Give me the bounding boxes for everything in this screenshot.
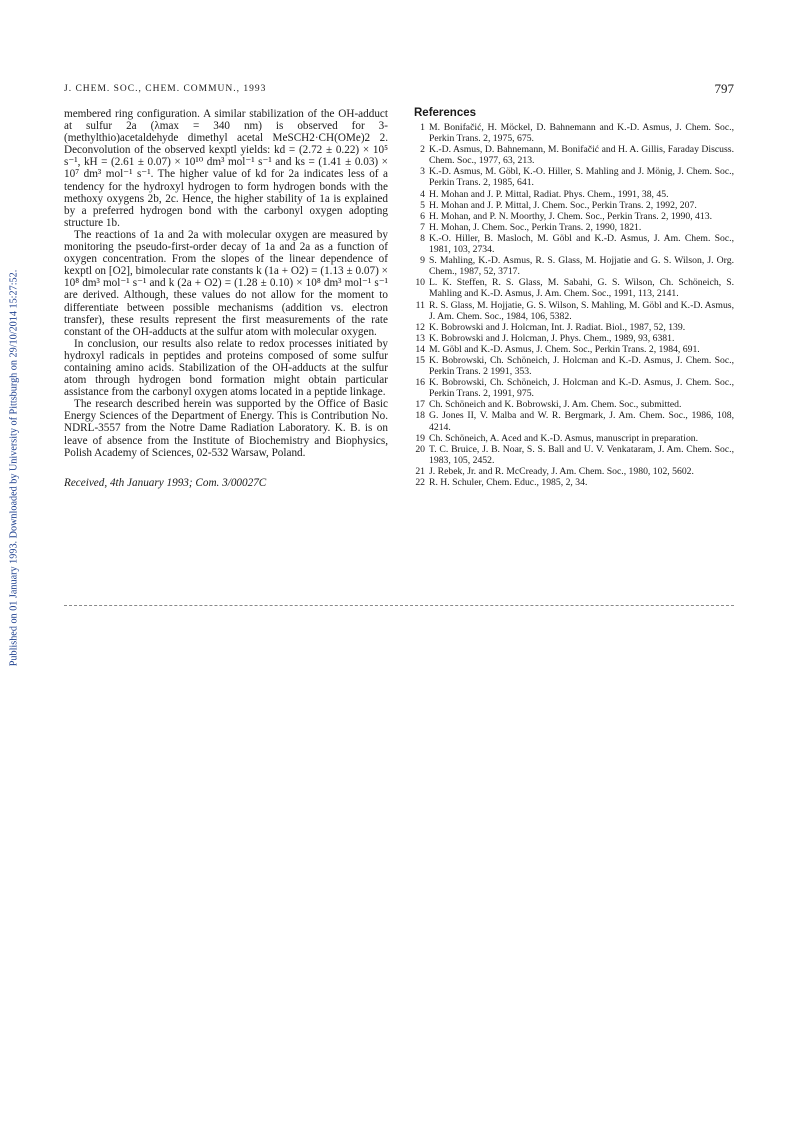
download-watermark-text: Published on 01 January 1993. Downloaded by University of Pittsburgh on 29/10/2014 15:27:52. xyxy=(8,269,20,667)
acknowledgement-paragraph: The research described herein was supported by the Office of Basic Energy Sciences of the Department of Energy. This is Contribution No. NDRL-3557 from the Notre Dame Radiation Laboratory. K. B. is on leave of absence from the Institute of Biochemistry and Biophysics, Polish Academy of Sciences, 02-532 Warsaw, Poland. xyxy=(64,398,388,459)
reference-number: 9 xyxy=(420,255,425,267)
references-heading: References xyxy=(414,107,477,119)
reference-number: 10 xyxy=(415,277,425,289)
reference-number: 15 xyxy=(415,354,425,366)
page-number: 797 xyxy=(714,81,734,96)
reference-text: K. Bobrowski, Ch. Schöneich, J. Holcman and K.-D. Asmus, J. Chem. Soc., Perkin Trans. 2, 1991, 975. xyxy=(429,377,734,400)
body-text-column xyxy=(64,108,388,489)
reference-text: K.-D. Asmus, D. Bahnemann, M. Bonifačić and H. A. Gillis, Faraday Discuss. Chem. Soc., 1977, 63, 213. xyxy=(429,144,734,167)
reference-item xyxy=(414,200,734,211)
reference-number: 11 xyxy=(415,299,425,311)
reference-item xyxy=(414,255,734,277)
reference-number: 1 xyxy=(420,122,425,133)
reference-number: 5 xyxy=(420,199,425,211)
reference-text: H. Mohan and J. P. Mittal, J. Chem. Soc., Perkin Trans. 2, 1992, 207. xyxy=(429,199,697,211)
reference-item xyxy=(414,355,734,377)
reference-text: G. Jones II, V. Malba and W. R. Bergmark, J. Am. Chem. Soc., 1986, 108, 4214. xyxy=(429,410,734,433)
reference-item xyxy=(414,189,734,200)
reference-item xyxy=(414,377,734,399)
reference-item xyxy=(414,333,734,344)
reference-text: T. C. Bruice, J. B. Noar, S. S. Ball and U. V. Venkataram, J. Am. Chem. Soc., 1983, 105, 2452. xyxy=(429,443,734,466)
reference-number: 13 xyxy=(415,332,425,344)
reference-text: K. Bobrowski and J. Holcman, J. Phys. Chem., 1989, 93, 6381. xyxy=(429,332,675,344)
reference-text: J. Rebek, Jr. and R. McCready, J. Am. Chem. Soc., 1980, 102, 5602. xyxy=(429,465,694,477)
paragraph: The reactions of 1a and 2a with molecular oxygen are measured by monitoring the pseudo-first-order decay of 1a and 2a as a function of oxygen concentration. From the slopes of the linear dependence of kexptl on [O2], bimolecular rate constants k (1a + O2) = (1.13 ± 0.07) × 10⁸ dm³ mol⁻¹ s⁻¹ and k (2a + O2) = (1.28 ± 0.10) × 10⁸ dm³ mol⁻¹ s⁻¹ are derived. Although, these values do not allow for the moment to differentiate between possible mechanisms (addition vs. electron transfer), these results represent the first measurements of the rate constant of the OH-adducts at the sulfur atom with molecular oxygen. xyxy=(64,228,388,338)
reference-text: K.-D. Asmus, M. Göbl, K.-O. Hiller, S. Mahling and J. Mönig, J. Chem. Soc., Perkin Trans. 2, 1985, 641. xyxy=(429,166,734,189)
references-column xyxy=(414,107,734,488)
reference-item xyxy=(414,300,734,322)
reference-text: H. Mohan and J. P. Mittal, Radiat. Phys. Chem., 1991, 38, 45. xyxy=(429,188,669,200)
reference-text: Ch. Schöneich, A. Aced and K.-D. Asmus, manuscript in preparation. xyxy=(429,432,699,444)
page-header xyxy=(64,81,734,97)
reference-number: 19 xyxy=(415,432,425,444)
reference-text: M. Bonifačić, H. Möckel, D. Bahnemann and K.-D. Asmus, J. Chem. Soc., Perkin Trans. 2, 1975, 675. xyxy=(429,122,734,145)
reference-number: 6 xyxy=(420,210,425,222)
paragraph: In conclusion, our results also relate to redox processes initiated by hydroxyl radicals in peptides and proteins composed of some sulfur containing amino acids. Stabilization of the OH-adducts at the sulfur atom through hydrogen bond formation might obtain particular assistance from the carbonyl oxygen atoms located in a peptide linkage. xyxy=(64,337,388,399)
reference-number: 7 xyxy=(420,221,425,233)
reference-number: 14 xyxy=(415,343,425,355)
reference-text: R. H. Schuler, Chem. Educ., 1985, 2, 34. xyxy=(429,477,588,488)
reference-number: 4 xyxy=(420,188,425,200)
download-watermark xyxy=(2,258,26,678)
reference-item xyxy=(414,322,734,333)
reference-text: H. Mohan, and P. N. Moorthy, J. Chem. Soc., Perkin Trans. 2, 1990, 413. xyxy=(429,210,713,222)
reference-item xyxy=(414,233,734,255)
paragraph: membered ring configuration. A similar stabilization of the OH-adduct at sulfur 2a (λmax = 340 nm) is observed for 3-(methylthio)acetaldehyde dimethyl acetal MeSCH2·CH(OMe)2 2. Deconvolution of the observed kexptl yields: kd = (2.72 ± 0.22) × 10⁵ s⁻¹, kH = (2.61 ± 0.07) × 10¹⁰ dm³ mol⁻¹ s⁻¹ and ks = (1.41 ± 0.03) × 10⁷ dm³ mol⁻¹ s⁻¹. The higher value of kd for 2a indicates less of a tendency for the hydroxyl hydrogen to form hydrogen bonds with the methoxy oxygens 2b, 2c. Hence, the higher stability of 1a is explained by a preferred hydrogen bond with the carbonyl oxygen adopting structure 1b. xyxy=(64,108,388,229)
reference-text: Ch. Schöneich and K. Bobrowski, J. Am. Chem. Soc., submitted. xyxy=(429,399,682,411)
reference-item xyxy=(414,222,734,233)
reference-text: H. Mohan, J. Chem. Soc., Perkin Trans. 2, 1990, 1821. xyxy=(429,221,642,233)
reference-list xyxy=(414,122,734,488)
reference-item xyxy=(414,277,734,299)
reference-number: 3 xyxy=(420,166,425,178)
end-of-article-rule xyxy=(64,605,734,606)
reference-item xyxy=(414,344,734,355)
reference-text: S. Mahling, K.-D. Asmus, R. S. Glass, M. Hojjatie and G. S. Wilson, J. Org. Chem., 1987, 52, 3717. xyxy=(429,255,734,278)
reference-number: 12 xyxy=(415,321,425,333)
reference-number: 17 xyxy=(415,399,425,411)
reference-text: K.-O. Hiller, B. Masloch, M. Göbl and K.-D. Asmus, J. Am. Chem. Soc., 1981, 103, 2734. xyxy=(429,232,734,256)
journal-running-head: J. CHEM. SOC., CHEM. COMMUN., 1993 xyxy=(64,84,267,94)
reference-number: 16 xyxy=(415,377,425,389)
reference-number: 22 xyxy=(415,477,425,488)
reference-item xyxy=(414,433,734,444)
reference-text: K. Bobrowski, Ch. Schöneich, J. Holcman and K.-D. Asmus, J. Chem. Soc., Perkin Trans. 2 1991, 353. xyxy=(429,354,734,378)
reference-number: 21 xyxy=(415,465,425,477)
reference-number: 2 xyxy=(420,144,425,156)
reference-item xyxy=(414,477,734,488)
received-date: Received, 4th January 1993; Com. 3/00027C xyxy=(64,476,267,489)
reference-text: M. Göbl and K.-D. Asmus, J. Chem. Soc., Perkin Trans. 2, 1984, 691. xyxy=(429,343,700,355)
reference-item xyxy=(414,466,734,477)
reference-item xyxy=(414,166,734,188)
reference-item xyxy=(414,211,734,222)
reference-number: 18 xyxy=(415,410,425,422)
reference-item xyxy=(414,444,734,466)
reference-text: K. Bobrowski and J. Holcman, Int. J. Radiat. Biol., 1987, 52, 139. xyxy=(429,321,686,333)
reference-text: R. S. Glass, M. Hojjatie, G. S. Wilson, S. Mahling, M. Göbl and K.-D. Asmus, J. Am. Chem. Soc., 1984, 106, 5382. xyxy=(429,299,734,322)
reference-number: 8 xyxy=(420,232,425,244)
reference-item xyxy=(414,410,734,432)
reference-item xyxy=(414,122,734,144)
reference-item xyxy=(414,144,734,166)
reference-text: L. K. Steffen, R. S. Glass, M. Sabahi, G. S. Wilson, Ch. Schöneich, S. Mahling and K.-D. Asmus, J. Am. Chem. Soc., 1991, 113, 2141. xyxy=(429,277,734,300)
reference-number: 20 xyxy=(415,443,425,455)
reference-item xyxy=(414,399,734,410)
